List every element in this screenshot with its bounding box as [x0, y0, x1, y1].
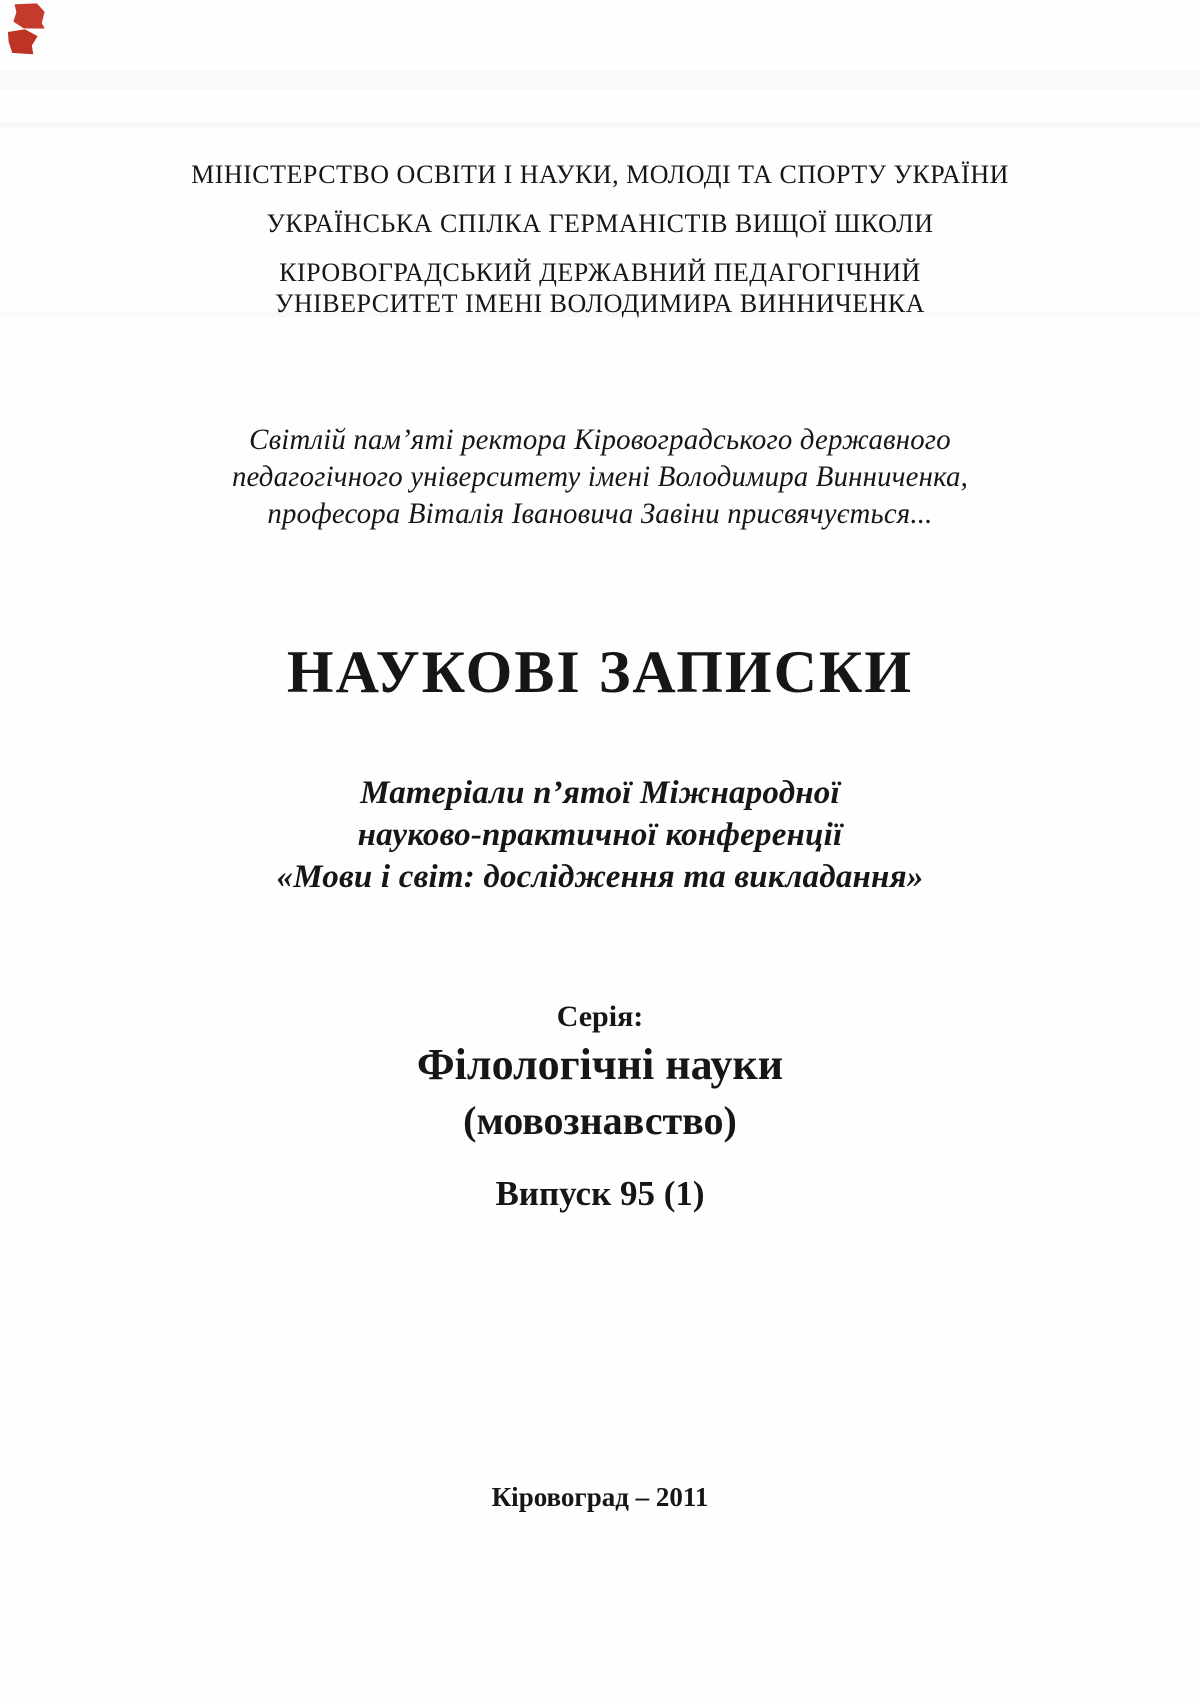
subtitle-line2: науково-практичної конференції	[357, 817, 843, 853]
dedication-line2: педагогічного університету імені Володимира Винниченка,	[231, 460, 969, 493]
scan-band	[0, 70, 1200, 90]
dedication-line3: професора Віталія Івановича Завіни присвячується...	[267, 497, 933, 530]
scan-band	[0, 122, 1200, 128]
series-label: Серія:	[556, 1000, 644, 1033]
institution-ministry: МІНІСТЕРСТВО ОСВІТИ І НАУКИ, МОЛОДІ ТА СПОРТУ УКРАЇНИ	[191, 160, 1009, 189]
subtitle-line1: Матеріали п’ятої Міжнародної	[360, 775, 840, 811]
red-stain-icon	[6, 28, 38, 56]
red-stain-icon	[12, 2, 46, 32]
issue-number: Випуск 95 (1)	[495, 1174, 705, 1213]
page-title: НАУКОВІ ЗАПИСКИ	[286, 639, 914, 705]
dedication-line1: Світлій пам’яті ректора Кіровоградського державного	[249, 423, 951, 456]
institution-union: УКРАЇНСЬКА СПІЛКА ГЕРМАНІСТІВ ВИЩОЇ ШКОЛИ	[266, 209, 934, 238]
series-name: Філологічні науки	[416, 1040, 784, 1089]
imprint-city-year: Кіровоград – 2011	[491, 1482, 709, 1512]
institution-university-line2: УНІВЕРСИТЕТ ІМЕНІ ВОЛОДИМИРА ВИННИЧЕНКА	[274, 289, 926, 318]
series-qualifier: (мовознавство)	[463, 1098, 737, 1143]
subtitle-conference-name: «Мови і світ: дослідження та викладання»	[276, 859, 924, 895]
institution-university-line1: КІРОВОГРАДСЬКИЙ ДЕРЖАВНИЙ ПЕДАГОГІЧНИЙ	[279, 258, 921, 287]
